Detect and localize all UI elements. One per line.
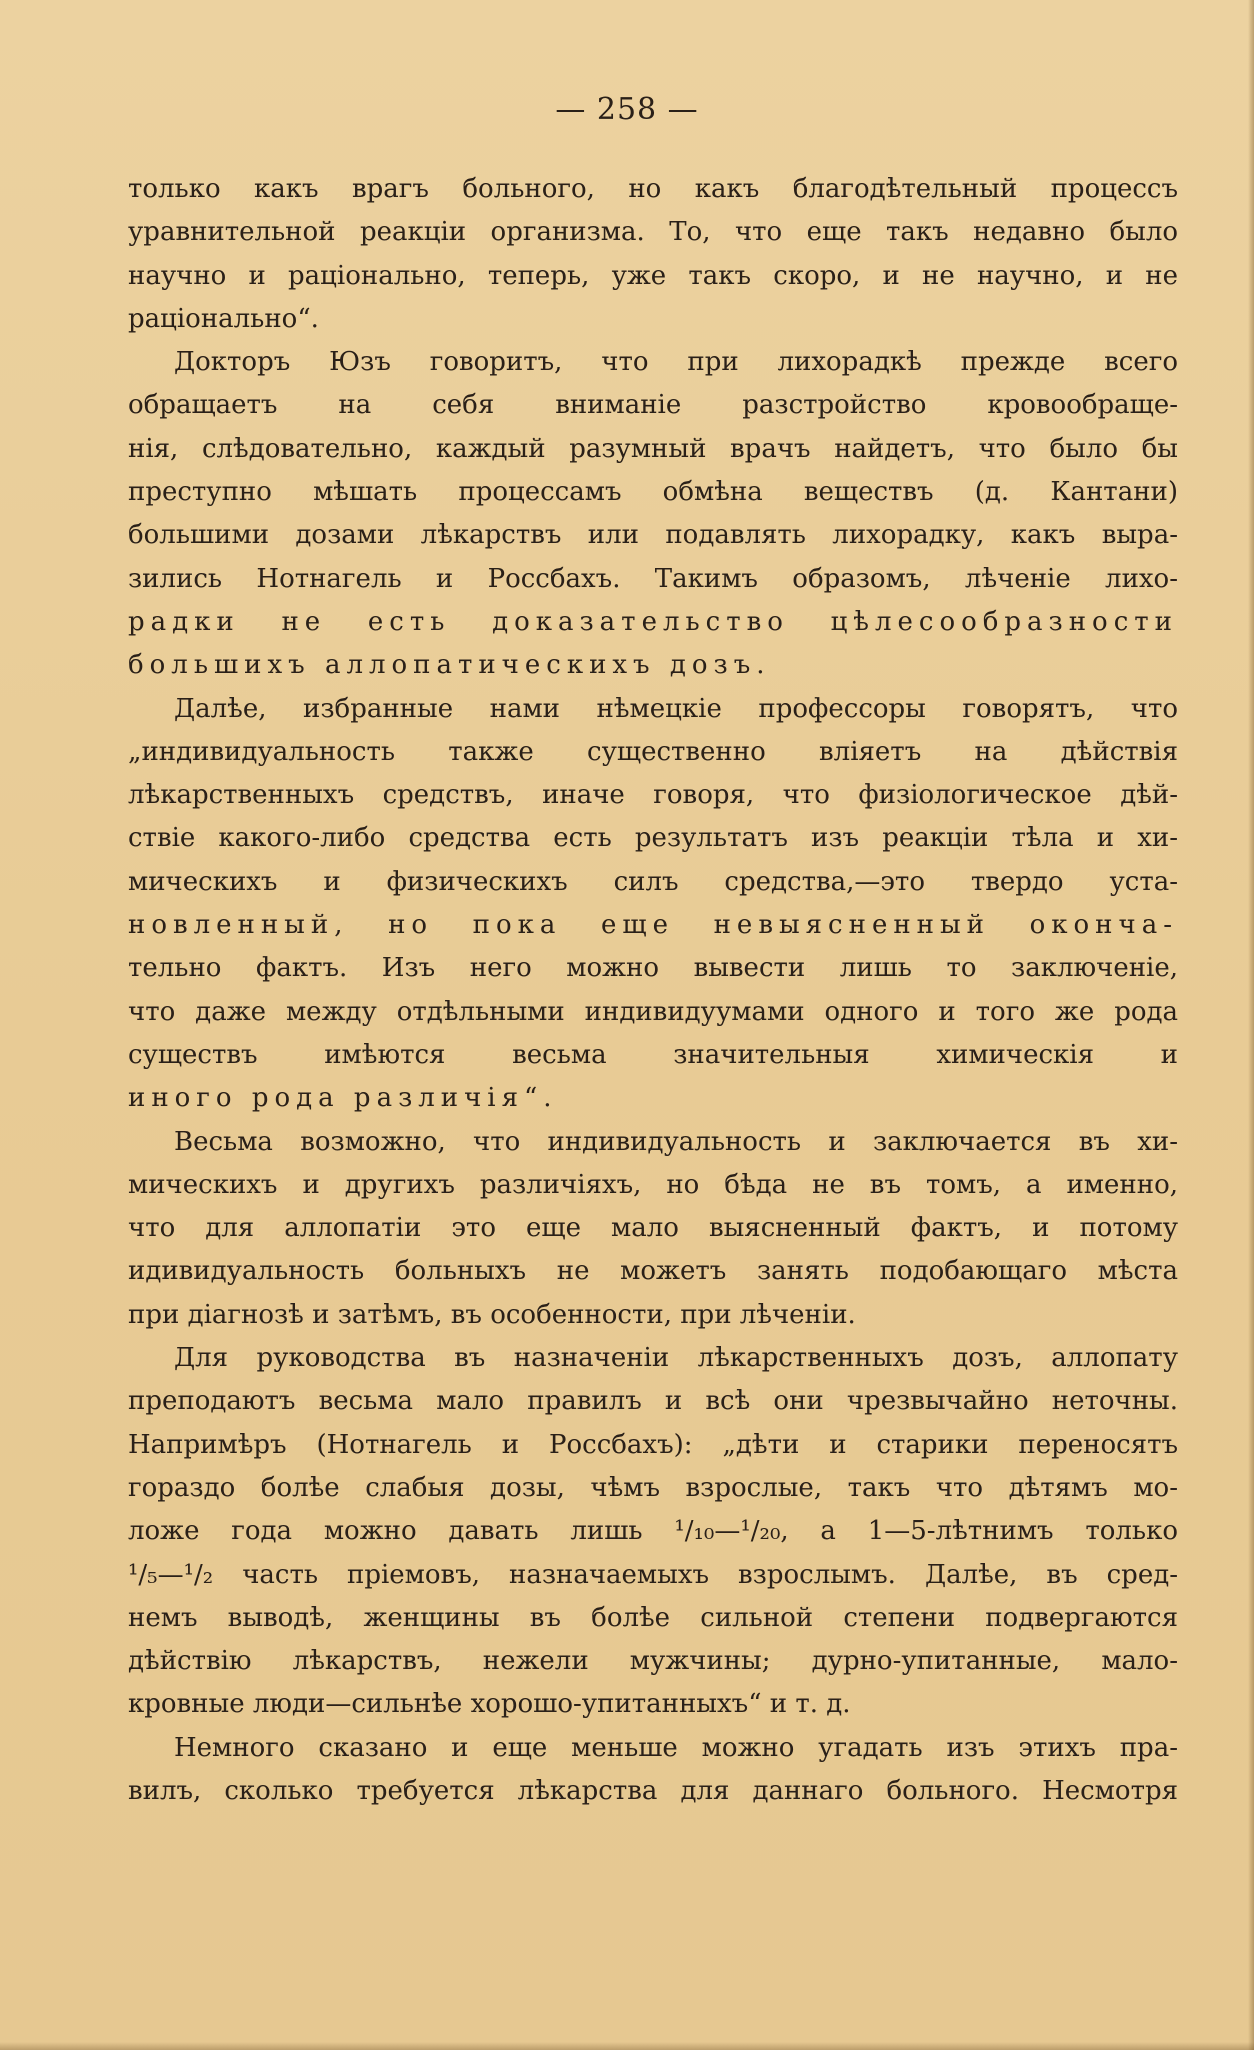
text-line: лѣкарственныхъ средствъ, иначе говоря, что физіологическое дѣй- xyxy=(128,780,1178,811)
text-line: иного рода различія“. xyxy=(128,1083,558,1114)
paragraph xyxy=(128,1337,1178,1727)
text-line: мическихъ и физическихъ силъ средства,—это твердо уста- xyxy=(128,866,1178,897)
text-line: преступно мѣшать процессамъ обмѣна веществъ (д. Кантани) xyxy=(128,477,1178,508)
text-line: научно и раціонально, теперь, уже такъ скоро, и не научно, и не xyxy=(128,260,1178,291)
text-line: уравнительной реакціи организма. То, что еще такъ недавно было xyxy=(128,217,1178,248)
text-line: радки не есть доказательство цѣлесообразности xyxy=(128,606,1178,637)
text-line: раціонально“. xyxy=(128,303,319,334)
text-line: дѣйствію лѣкарствъ, нежели мужчины; дурно-упитанные, мало- xyxy=(128,1646,1178,1677)
page-number: — 258 — xyxy=(555,92,699,127)
text-line: только какъ врагъ больного, но какъ благодѣтельный процессъ xyxy=(128,174,1178,204)
text-line: ствіе какого-либо средства есть результатъ изъ реакціи тѣла и хи- xyxy=(128,823,1178,854)
page-bottom-shadow xyxy=(0,2042,1254,2050)
paragraph xyxy=(128,341,1178,687)
text-line: идивидуальность больныхъ не можетъ занять подобающаго мѣста xyxy=(128,1256,1178,1287)
text-line: кровные люди—сильнѣе хорошо-упитанныхъ“ и т. д. xyxy=(128,1689,851,1720)
text-line: большими дозами лѣкарствъ или подавлять лихорадку, какъ выра- xyxy=(128,520,1178,551)
text-line: новленный, но пока еще невыясненный оконча- xyxy=(128,910,1178,941)
text-line: Для руководства въ назначеніи лѣкарственныхъ дозъ, аллопату xyxy=(174,1343,1178,1374)
text-line: ¹/₅—¹/₂ часть пріемовъ, назначаемыхъ взрослымъ. Далѣе, въ сред- xyxy=(128,1559,1178,1590)
paragraph xyxy=(128,1121,1178,1337)
text-line: преподаютъ весьма мало правилъ и всѣ они чрезвычайно неточны. xyxy=(128,1386,1178,1417)
text-line: зились Нотнагель и Россбахъ. Такимъ образомъ, лѣченіе лихо- xyxy=(128,563,1178,594)
text-line: Немного сказано и еще меньше можно угадать изъ этихъ пра- xyxy=(174,1732,1178,1763)
paragraph xyxy=(128,688,1178,1121)
paragraph xyxy=(128,1727,1178,1814)
text-line: мическихъ и другихъ различіяхъ, но бѣда не въ томъ, а именно, xyxy=(128,1169,1178,1200)
body-text xyxy=(128,168,1178,1813)
text-line: Далѣе, избранные нами нѣмецкіе профессоры говорятъ, что xyxy=(174,693,1178,724)
text-line: что для аллопатіи это еще мало выясненный фактъ, и потому xyxy=(128,1213,1178,1244)
text-line: большихъ аллопатическихъ дозъ. xyxy=(128,650,771,681)
text-line: гораздо болѣе слабыя дозы, чѣмъ взрослые, такъ что дѣтямъ мо- xyxy=(128,1472,1178,1503)
page-edge-shadow xyxy=(1248,0,1254,2050)
text-line: вилъ, сколько требуется лѣкарства для даннаго больного. Несмотря xyxy=(128,1775,1178,1806)
text-line: нія, слѣдовательно, каждый разумный врачъ найдетъ, что было бы xyxy=(128,433,1178,464)
text-line: тельно фактъ. Изъ него можно вывести лишь то заключеніе, xyxy=(128,953,1178,984)
text-line: что даже между отдѣльными индивидуумами одного и того же рода xyxy=(128,996,1178,1027)
text-line: Весьма возможно, что индивидуальность и заключается въ хи- xyxy=(174,1126,1178,1157)
text-line: Докторъ Юзъ говоритъ, что при лихорадкѣ прежде всего xyxy=(174,347,1178,378)
paragraph xyxy=(128,168,1178,341)
text-line: существъ имѣются весьма значительныя химическія и xyxy=(128,1039,1178,1070)
text-line: Напримѣръ (Нотнагель и Россбахъ): „дѣти и старики переносятъ xyxy=(128,1429,1178,1460)
text-line: при діагнозѣ и затѣмъ, въ особенности, при лѣченіи. xyxy=(128,1299,856,1330)
text-line: обращаетъ на себя вниманіе разстройство кровообраще- xyxy=(128,390,1178,421)
text-line: немъ выводѣ, женщины въ болѣе сильной степени подвергаются xyxy=(128,1602,1178,1633)
text-line: ложе года можно давать лишь ¹/₁₀—¹/₂₀, а 1—5-лѣтнимъ только xyxy=(128,1516,1178,1547)
text-line: „индивидуальность также существенно вліяетъ на дѣйствія xyxy=(128,736,1178,767)
